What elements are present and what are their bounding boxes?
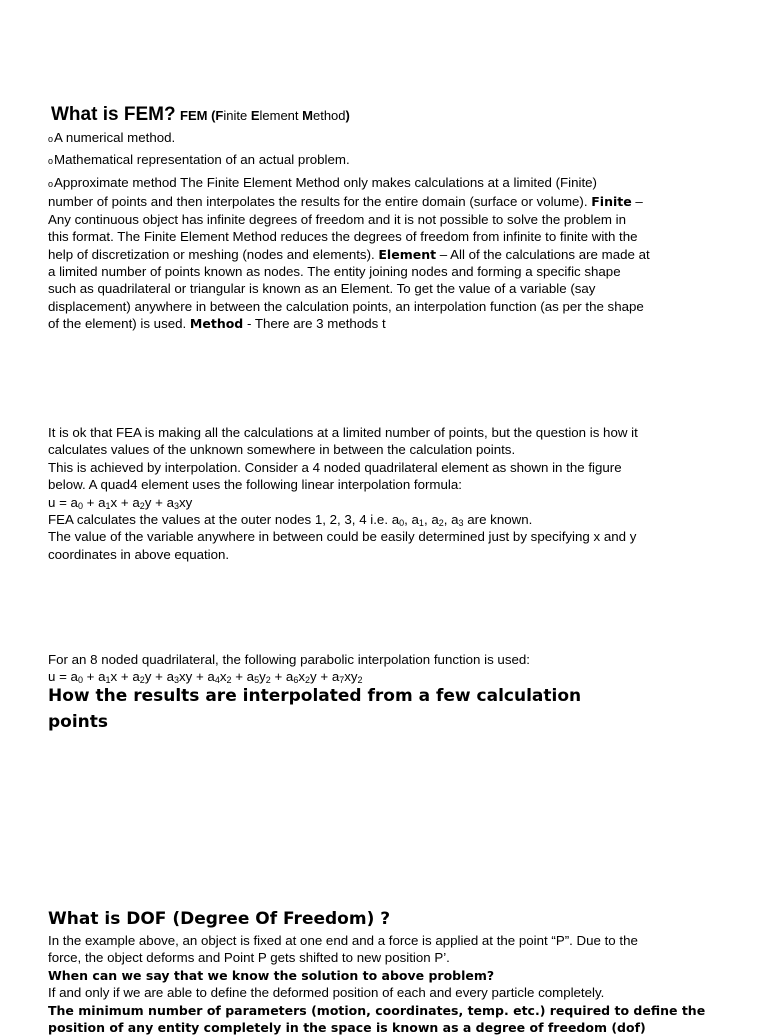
para-line: this format. The Finite Element Method reduces the degrees of freedom from infinite to finite with the bbox=[48, 229, 638, 245]
parabolic-formula: $u = a_0 + a_1x + a_2y + a_3xy + a_4x_2 + a_5y_2 + a_6x_2y + a_7xy_2$ bbox=[48, 669, 363, 686]
bullet-mathematical: oMathematical representation of an actual problem. bbox=[48, 151, 720, 170]
para-line: calculates values of the unknown somewhere in between the calculation points. bbox=[48, 442, 516, 458]
bullet-marker: o bbox=[48, 179, 54, 189]
para-line: The value of the variable anywhere in between could be easily determined just by specifying x and y bbox=[48, 529, 637, 545]
dof-paragraph bbox=[48, 932, 720, 1036]
para-line: In the example above, an object is fixed at one end and a force is applied at the point “P”. Due to the bbox=[48, 933, 638, 948]
para-line: This is achieved by interpolation. Consider a 4 noded quadrilateral element as shown in the figure bbox=[48, 459, 622, 475]
bullet-marker: o bbox=[48, 134, 54, 144]
para-line: For an 8 noded quadrilateral, the following parabolic interpolation function is used: bbox=[48, 652, 530, 667]
dof-definition: The minimum number of parameters (motion, coordinates, temp. etc.) required to define the bbox=[48, 1002, 706, 1018]
interpolation-heading: How the results are interpolated from a few calculation points bbox=[48, 686, 582, 732]
para-line: If and only if we are able to define the deformed position of each and every particle completely. bbox=[48, 985, 605, 1001]
para-line: FEA calculates the values at the outer nodes 1, 2, 3, 4 i.e. $a_0$, $a_1$, $a_2$, $a_3$ are known. bbox=[48, 512, 533, 529]
dof-definition: position of any entity completely in the space is known as a degree of freedom (dof) bbox=[48, 1020, 646, 1036]
fem-subtitle: FEM (Finite Element Method) bbox=[180, 108, 350, 123]
para-line: force, the object deforms and Point P gets shifted to new position P’. bbox=[48, 950, 450, 966]
fem-title: What is FEM? bbox=[51, 104, 176, 125]
para-line: displacement) anywhere in between the calculation points, an interpolation function (as per the shape bbox=[48, 298, 644, 314]
para-line: It is ok that FEA is making all the calculations at a limited number of points, but the question is how it bbox=[48, 425, 638, 440]
document-page bbox=[48, 0, 720, 1036]
quad8-paragraph bbox=[48, 651, 720, 686]
dof-heading: What is DOF (Degree Of Freedom) ? bbox=[48, 909, 391, 929]
para-line: a limited number of points known as nodes. The entity joining nodes and forming a specific shape bbox=[48, 264, 621, 280]
fem-heading bbox=[51, 104, 723, 126]
interpolation-paragraph bbox=[48, 424, 720, 563]
finite-label: Finite bbox=[591, 194, 632, 210]
para-line: Any continuous object has infinite degrees of freedom and it is not possible to solve the problem in bbox=[48, 211, 627, 227]
para-line: below. A quad4 element uses the following linear interpolation formula: bbox=[48, 477, 462, 493]
para-line: coordinates in above equation. bbox=[48, 546, 230, 562]
method-label: Method bbox=[189, 316, 244, 332]
fem-paragraph bbox=[48, 174, 720, 333]
para-line: number of points and then interpolates the results for the entire domain (surface or volume). Finite – bbox=[48, 194, 643, 210]
bullet-numerical: oA numerical method. bbox=[48, 129, 720, 148]
linear-formula: $u = a_0 + a_1x + a_2y + a_3xy$ bbox=[48, 494, 193, 511]
para-line: such as quadrilateral or triangular is known as an Element. To get the value of a variable (say bbox=[48, 281, 596, 297]
bullet-marker: o bbox=[48, 156, 54, 166]
para-line: help of discretization or meshing (nodes and elements). Element – All of the calculations are made at bbox=[48, 246, 650, 262]
para-line: of the element) is used. Method - There are 3 methods t bbox=[48, 316, 386, 332]
dof-question: When can we say that we know the solution to above problem? bbox=[48, 967, 495, 983]
element-label: Element bbox=[378, 246, 437, 262]
para-line: oApproximate method The Finite Element Method only makes calculations at a limited (Finite) bbox=[48, 174, 720, 193]
